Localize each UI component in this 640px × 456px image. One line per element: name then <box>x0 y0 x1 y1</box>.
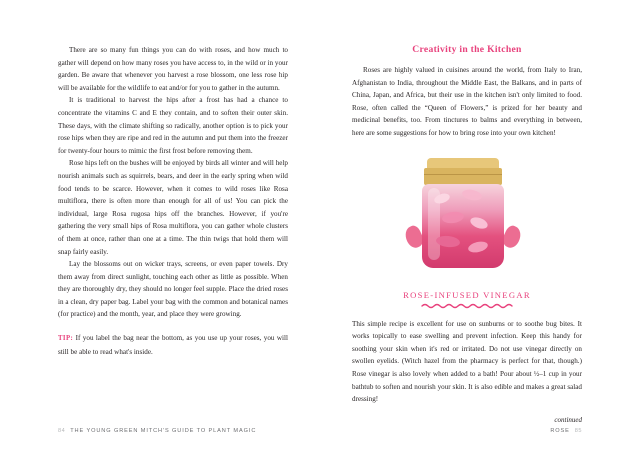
paragraph: There are so many fun things you can do with roses, and how much to gather will depend on how many roses you have access to, in the wild or in your garden. Be aware that whenever you harvest a rose blossom, one less rose hip will be available for the wildlife to eat and/or for you to gather in the autumn. <box>58 46 288 92</box>
jar-body <box>422 184 504 268</box>
petal-icon <box>435 234 460 247</box>
paragraph: It is traditional to harvest the hips after a frost has had a chance to concentrate the vitamins C and E they contain, and to soften their outer skin. These days, with the climate shifting so radically, another option is to pick your rose hips when they are ripe and red in the autumn and put them into the freezer for twenty-four hours to mimic the first frost before removing them. <box>58 96 288 155</box>
tip-paragraph <box>58 332 288 358</box>
running-head-left: THE YOUNG GREEN MITCH'S GUIDE TO PLANT MAGIC <box>70 428 257 434</box>
tip-label: TIP: <box>58 335 74 343</box>
squiggle-divider-icon <box>421 302 513 309</box>
recipe-body <box>352 318 582 406</box>
continued-label: continued <box>554 415 582 424</box>
tip-text: If you label the bag near the bottom, as you use up your roses, you will still be able to read what's inside. <box>58 334 288 356</box>
petal-icon <box>433 191 451 205</box>
rose-vinegar-jar-illustration <box>392 152 542 280</box>
folio-left <box>58 428 256 434</box>
paragraph: Rose hips left on the bushes will be enjoyed by birds all winter and will help nourish animals such as squirrels, bears, and deer in the early spring when wild food tends to be scarce. However, when it comes to wild roses like Rosa multiflora, there is often more than enough for all of us! You can pick the individual, large Rosa rugosa hips off the branches. However, if you're gathering the very small hips of Rosa multiflora, you can gather whole clusters of them at once, rather than one at a time. The thin twigs that hold them will snap fairly easily. <box>58 159 288 256</box>
jar-lid-band <box>424 168 502 185</box>
page-number-left: 84 <box>58 428 66 434</box>
petal-icon <box>469 215 489 231</box>
spread-gutter <box>320 0 321 456</box>
folio-right <box>550 428 582 434</box>
running-head-right: ROSE <box>550 428 570 434</box>
petal-icon <box>441 210 464 224</box>
right-page-intro <box>352 64 582 140</box>
petal-icon <box>467 239 489 254</box>
paragraph: Lay the blossoms out on wicker trays, screens, or even paper towels. Dry them away from direct sunlight, touching each other as little as possible. When they are thoroughly dry, they should no longer feel supple. Place the dried roses in a clean, dry paper bag. Label your bag with the common and botanical names (for practice) and the month, year, and place they were growing. <box>58 260 288 319</box>
right-page <box>320 0 640 456</box>
page-number-right: 85 <box>574 428 582 434</box>
left-page-body <box>58 44 288 358</box>
recipe-title: ROSE-INFUSED VINEGAR <box>403 289 531 300</box>
paragraph: This simple recipe is excellent for use on sunburns or to soothe bug bites. It works topically to ease swelling and prevent infection. Keep this handy for soothing your skin when it's red or irritated. Do not use vinegar directly on swollen eyelids. (Witch hazel from the pharmacy is perfect for that, though.) Rose vinegar is also lovely when added to a bath! Pour about ½–1 cup in your bathtub to soften and nourish your skin. It is also edible and makes a great salad dressing! <box>352 319 582 404</box>
section-title: Creativity in the Kitchen <box>412 44 522 55</box>
petal-icon <box>461 188 483 202</box>
paragraph: Roses are highly valued in cuisines around the world, from Italy to Iran, Afghanistan to India, throughout the Middle East, the Balkans, and in parts of China, Japan, and Africa, but their use in the kitchen isn't only limited to food. Rose, often called the “Queen of Flowers,” is prized for her beauty and medicinal benefits, too. From tinctures to balms and everything in between, here are some suggestions for how to bring rose into your own kitchen! <box>352 66 582 137</box>
